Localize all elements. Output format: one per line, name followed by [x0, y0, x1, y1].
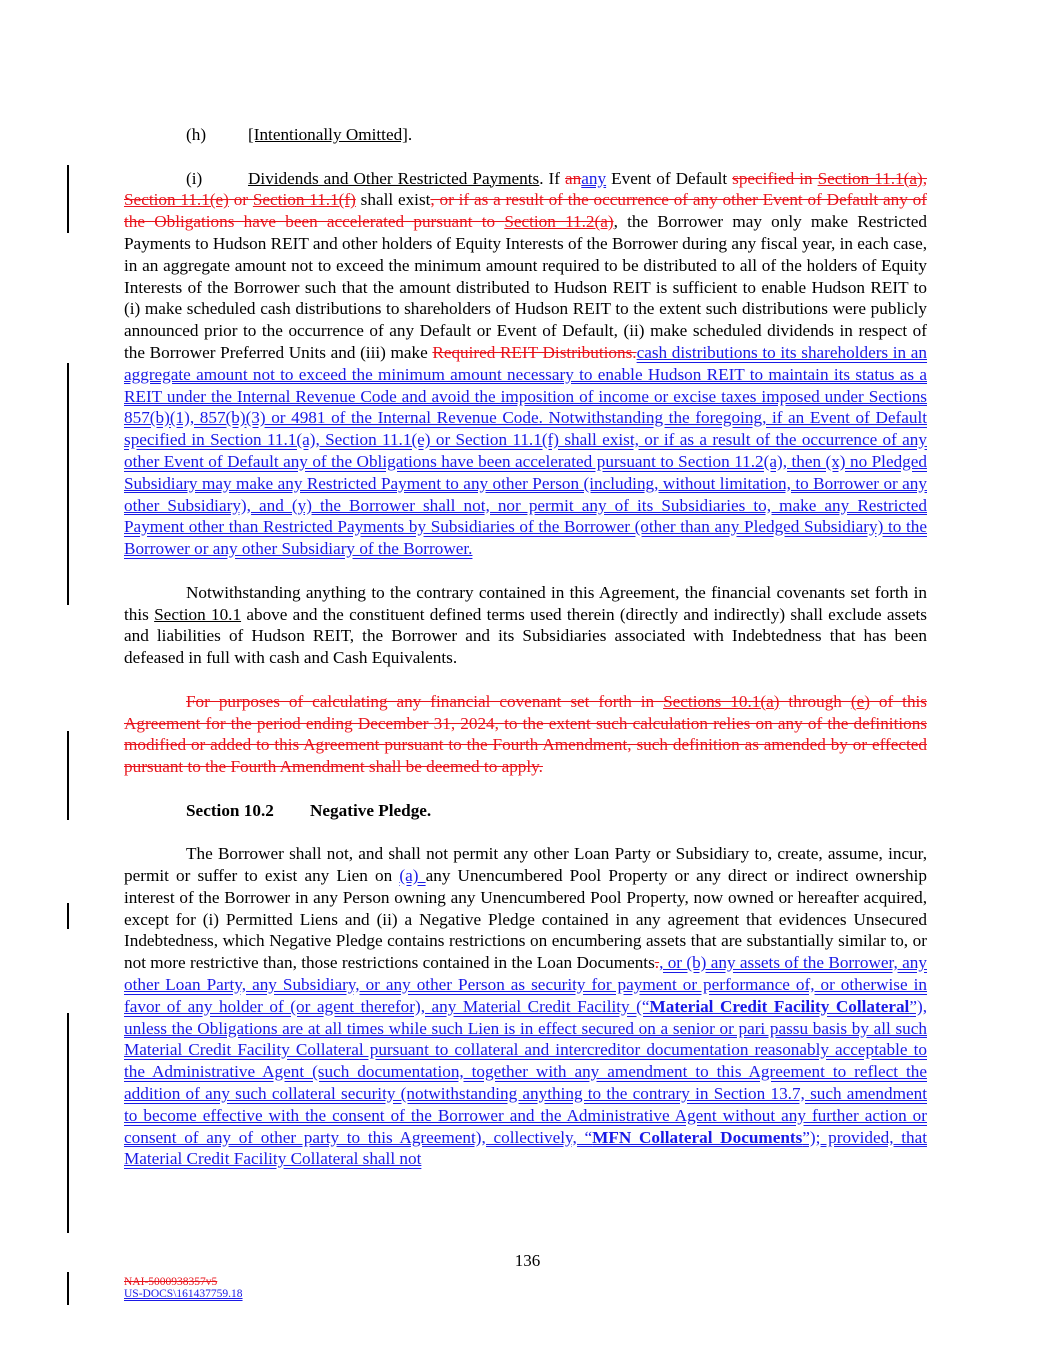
document-body: [124, 124, 927, 1192]
inserted-text: cash distributions to its shareholders in an aggregate amount not to exceed the minimum amount necessary to enable Hudson REIT to maintain its status as a REIT under the Internal Revenue Code and avoid the imposition of income or excise taxes imposed under Sections 857(b)(1), 857(b)(3) or 4981 of the Internal Revenue Code. Notwithstanding the foregoing, if an Event of Default specified in Section 11.1(a), Section 11.1(e) or Section 11.1(f) shall exist, or if as a result of the occurrence of any other Event of Default any of the Obligations have been accelerated pursuant to Section 11.2(a), then (x) no Pledged Subsidiary may make any Restricted Payment to any other Person (including, without limitation, to Borrower or any other Subsidiary), and (y) the Borrower shall not, nor permit any of its Subsidiaries to, make any Restricted Payment other than Restricted Payments by Subsidiaries of the Borrower (other than any Pledged Subsidiary) to the Borrower or any other Subsidiary of the Borrower.: [124, 342, 928, 559]
inserted-text: ”); provided, that Material Credit Facility Collateral shall not: [124, 1127, 927, 1169]
change-bar: [67, 731, 69, 820]
inserted-text: , or (b) any assets of the Borrower, any other Loan Party, any Subsidiary, or any other Person as security for payment or performance of, or otherwise in favor of any holder of (or agent therefor), any Material Credit Facility (“: [124, 953, 927, 1016]
inserted-defined-term: Material Credit Facility Collateral: [649, 996, 910, 1016]
item-label: (i): [186, 168, 203, 188]
deleted-reference: (e): [850, 691, 870, 711]
text: Event of Default: [606, 168, 733, 188]
deleted-text: an: [565, 168, 582, 188]
text: above and the constituent defined terms used therein (directly and indirectly) shall exclude assets and liabilities of Hudson REIT, the Borrower and its Subsidiaries associated with Indebtedness that has been defeased in full with cash and Cash Equivalents.: [124, 604, 927, 668]
deleted-text: of this Agreement for the period ending December 31, 2024, to the extent such calculation relies on any of the definitions modified or added to this Agreement pursuant to the Fourth Amendment, such definition as amended by or effected pursuant to the Fourth Amendment shall be deemed to apply.: [124, 691, 928, 777]
bold-heading: Negative Pledge.: [310, 800, 432, 820]
text: .: [407, 125, 413, 144]
inserted-text: ”), unless the Obligations are at all times while such Lien is in effect secured on a senior or pari passu basis by all such Material Credit Facility Collateral pursuant to collateral and intercreditor documentation reasonably acceptable to the Administrative Agent (such documentation, together with any amendment to this Agreement to reflect the addition of any such collateral security (notwithstanding anything to the contrary in Section 13.7, such amendment to become effective with the consent of the Borrower and the Administrative Agent without any further action or consent of any of other party to this Agreement), collectively, “: [124, 996, 927, 1147]
underlined-heading: [Intentionally Omitted]: [248, 125, 408, 144]
document-id-footer: [124, 1276, 243, 1300]
change-bar: [67, 1272, 69, 1305]
inserted-text: (a): [399, 866, 426, 886]
para-negative-pledge: [124, 843, 927, 1170]
para-notwithstanding: [124, 582, 927, 669]
deleted-text: Required REIT Distributions.: [432, 342, 637, 362]
change-bar: [67, 165, 69, 233]
text: shall exist: [355, 190, 431, 210]
inserted-text: any: [581, 168, 607, 188]
para-deleted-purposes: [124, 691, 927, 778]
change-bar: [67, 1013, 69, 1233]
underlined-heading: Dividends and Other Restricted Payments: [248, 168, 540, 188]
deleted-reference: Section 11.1(f): [252, 190, 356, 210]
deleted-reference: Section 11.1(a): [817, 168, 923, 188]
inserted-document-id: US-DOCS\161437759.18: [124, 1288, 243, 1300]
text: , the Borrower may only make Restricted Payments to Hudson REIT and other holders of Equity Interests of the Borrower during any fiscal year, in each case, in an aggregate amount not to exceed the minimum amount required to be distributed to all of the holders of Equity Interests of the Borrower such that the amount distributed to Hudson REIT is sufficient to enable Hudson REIT to (i) make scheduled cash distributions to shareholders of Hudson REIT to the extent such distributions were publicly announced prior to the occurrence of any Default or Event of Default, (ii) make scheduled dividends in respect of the Borrower Preferred Units and (iii) make: [124, 212, 927, 362]
text: Notwithstanding anything to the contrary contained in this Agreement, the financial covenants set forth in this: [124, 582, 927, 624]
page-number: 136: [514, 1251, 541, 1270]
change-bar: [67, 903, 69, 929]
para-i: [124, 168, 927, 560]
deleted-text: specified in: [732, 168, 818, 188]
deleted-text: or: [228, 190, 253, 210]
deleted-document-id: NAI-5000938357v5: [124, 1276, 218, 1288]
deleted-text: .: [654, 953, 660, 973]
change-bar: [67, 363, 69, 605]
text: The Borrower shall not, and shall not permit any other Loan Party or Subsidiary to, create, assume, incur, permit or suffer to exist any Lien on: [124, 844, 927, 886]
section-heading: [124, 800, 927, 822]
text: any Unencumbered Pool Property or any direct or indirect ownership interest of the Borrower in any Person owning any Unencumbered Pool Property, now owned or hereafter acquired, except for (i) Permitted Liens and (ii) a Negative Pledge contained in any agreement that evidences Unsecured Indebtedness, which Negative Pledge contains restrictions on encumbering assets that are substantially similar to, or not more restrictive than, those restrictions contained in the Loan Documents: [124, 866, 927, 973]
deleted-reference: Section 11.2(a): [504, 212, 614, 232]
deleted-text: through: [779, 691, 851, 711]
deleted-text: ,: [922, 168, 928, 188]
deleted-text: , or if as a result of the occurrence of any other Event of Default any of the Obligations have been accelerated pursuant to: [124, 190, 927, 232]
deleted-reference: Sections 10.1(a): [663, 691, 780, 711]
underlined-heading: Section 10.1: [154, 604, 242, 624]
para-h: [124, 124, 927, 146]
item-label: (h): [186, 125, 207, 144]
deleted-text: For purposes of calculating any financial covenant set forth in: [186, 691, 664, 711]
deleted-reference: Section 11.1(e): [124, 190, 229, 210]
section-number: Section 10.2: [186, 800, 274, 820]
inserted-defined-term: MFN Collateral Documents: [592, 1127, 803, 1147]
text: . If: [539, 168, 566, 188]
